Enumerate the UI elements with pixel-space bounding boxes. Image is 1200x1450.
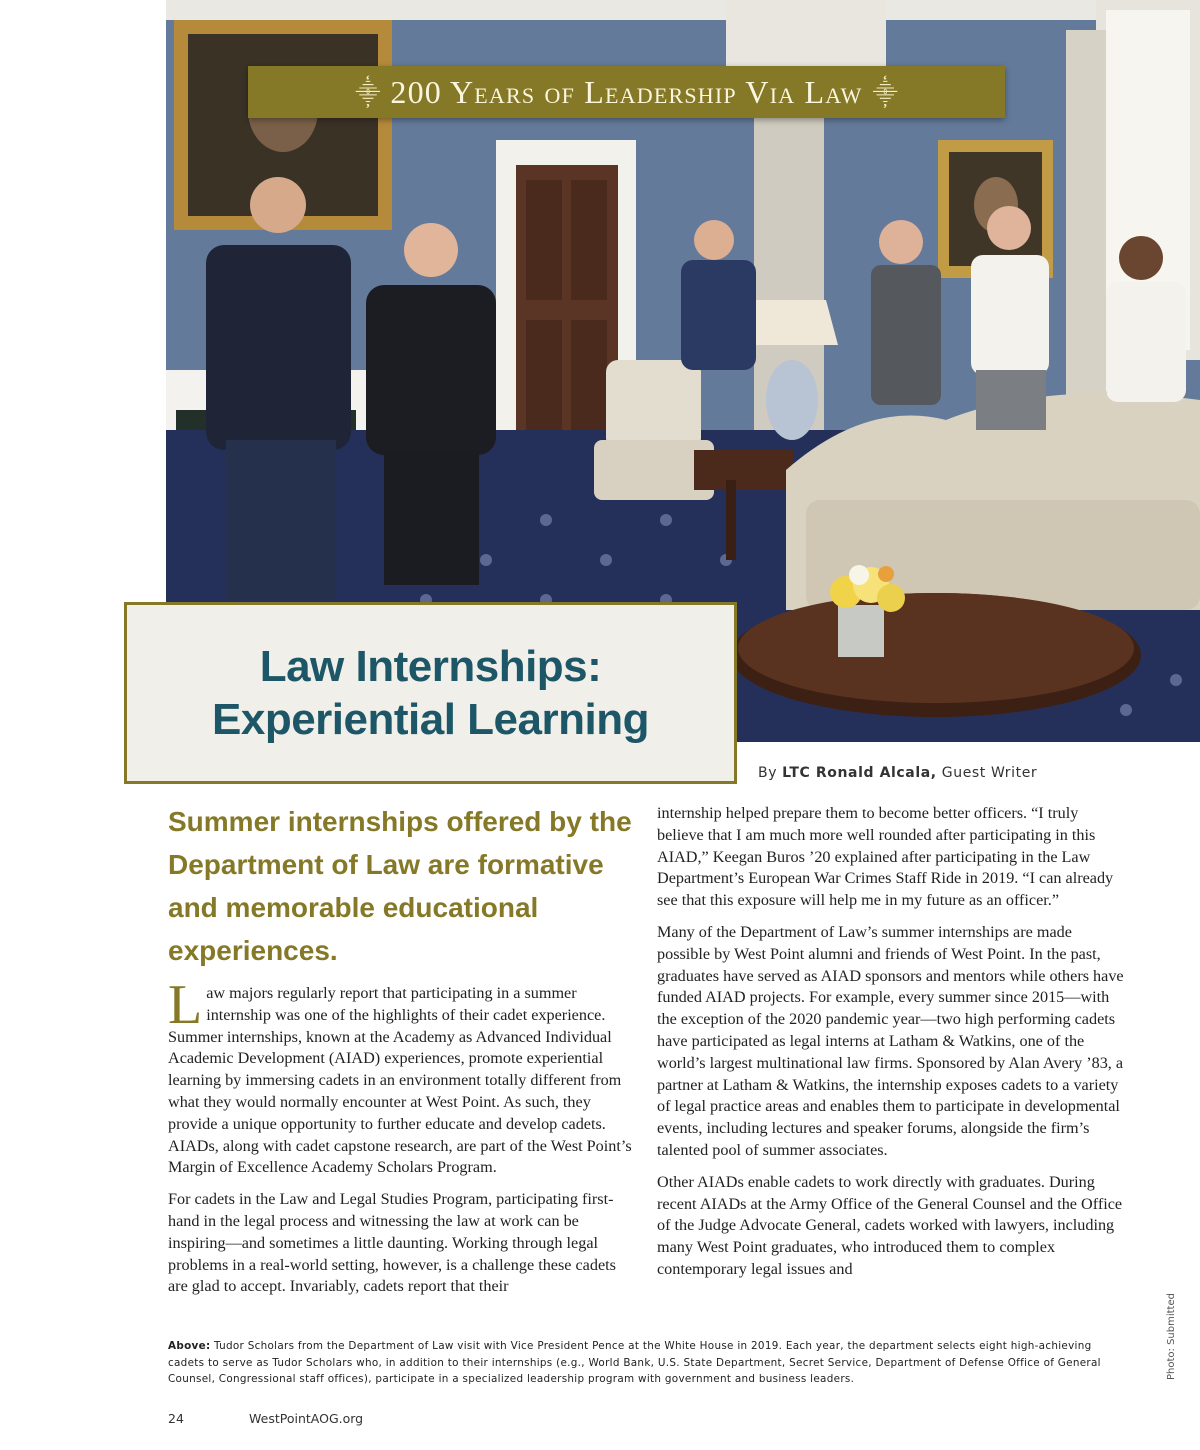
title-box — [124, 602, 737, 784]
byline-prefix: By — [758, 765, 778, 781]
article-deck: Summer internships offered by the Department of Law are formative and memorable educational experiences. — [168, 806, 632, 966]
caption-label: Above: — [168, 1340, 211, 1352]
section-banner — [248, 66, 1005, 118]
body-paragraph: For cadets in the Law and Legal Studies Program, participating first-hand in the legal process and witnessing the law at work can be inspiring—and sometimes a little daunting. Working through legal problems in a real-world setting, however, is a challenge these cadets are glad to accept. Invariably, cadets report that their — [168, 1190, 616, 1296]
article-title — [212, 640, 649, 746]
paragraph-text: aw majors regularly report that participating in a summer internship was one of the highlights of their cadet experience. Summer internships, known at the Academy as Advanced Individual Academic Development (AIAD) experiences, promote experiential learning by immersing cadets in an environment totally different from what they would normally encounter at West Point. As such, they provide a unique opportunity to further educate and develop cadets. AIADs, along with cadet capstone research, are part of the West Point’s Margin of Excellence Academy Scholars Program. — [168, 984, 632, 1177]
byline — [758, 765, 1037, 781]
photo-caption — [168, 1338, 1128, 1388]
banner-text: 200 Years of Leadership Via Law — [390, 73, 863, 110]
footer-site: WestPointAOG.org — [249, 1411, 364, 1426]
photo-credit: Photo: Submitted — [1166, 1293, 1177, 1380]
body-column-left — [168, 974, 638, 1308]
body-paragraph: Many of the Department of Law’s summer internships are made possible by West Point alumni and friends of West Point. In the past, graduates have served as AIAD sponsors and mentors while others have funded AIAD projects. For example, every summer since 2015—with the exception of the 2020 pandemic year—two high performing cadets have participated as legal interns at Latham & Watkins, one of the world’s largest multinational law firms. Sponsored by Alan Avery ’83, a partner at Latham & Watkins, the internship exposes cadets to a variety of legal practice areas and enables them to participate in developmental events, including lectures and speaker forums, alongside the firm’s talented pool of summer associates. — [657, 922, 1124, 1159]
byline-role: Guest Writer — [941, 765, 1038, 781]
body-paragraph — [168, 974, 638, 1179]
body-column-right — [657, 803, 1127, 1291]
drop-cap: L — [168, 974, 203, 1036]
body-paragraph: internship helped prepare them to become better officers. “I truly believe that I am much more well rounded after participating in this AIAD,” Keegan Buros ’20 explained after participating in the Law Department’s European War Crimes Staff Ride in 2019. “I can already see that this exposure will help me in my future as an officer.” — [657, 804, 1114, 910]
title-line-2: Experiential Learning — [212, 695, 649, 744]
byline-author: LTC Ronald Alcala, — [782, 765, 937, 781]
flourish-right-icon: ⸎ — [872, 78, 898, 107]
flourish-left-icon: ⸎ — [355, 78, 381, 107]
page-number: 24 — [168, 1411, 184, 1426]
caption-text: Tudor Scholars from the Department of Law visit with Vice President Pence at the White House in 2019. Each year, the department selects eight high-achieving cadets to serve as Tudor Scholars who, in addition to their internships (e.g., World Bank, U.S. State Department, Secret Service, Department of Defense Office of General Counsel, Congressional staff offices), participate in a specialized leadership program with government and business leaders. — [168, 1340, 1101, 1385]
title-line-1: Law Internships: — [259, 642, 602, 691]
body-paragraph: Other AIADs enable cadets to work directly with graduates. During recent AIADs at the Army Office of the General Counsel and the Office of the Judge Advocate General, cadets worked with lawyers, including many West Point graduates, who introduced them to complex contemporary legal issues and — [657, 1172, 1123, 1278]
